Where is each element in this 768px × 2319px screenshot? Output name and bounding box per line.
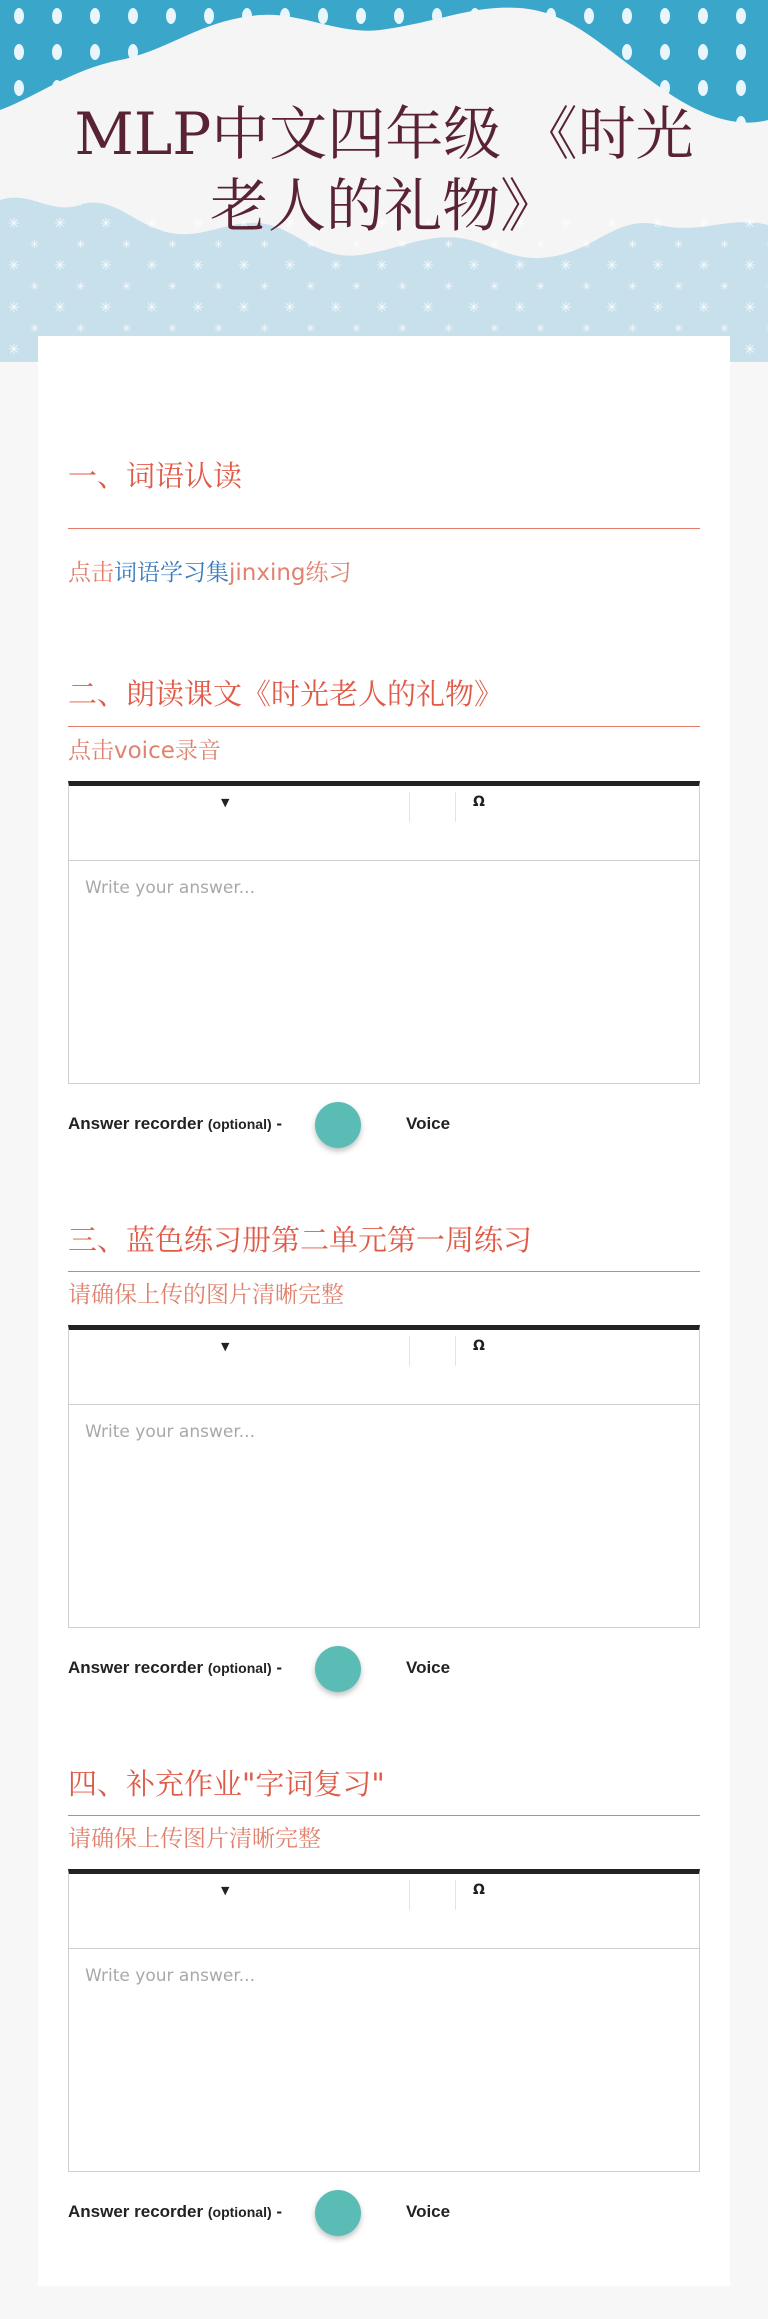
section-2-divider bbox=[68, 726, 700, 727]
vocabulary-study-link[interactable]: 词语学习集 bbox=[114, 560, 229, 586]
toolbar-divider bbox=[409, 1880, 410, 1910]
recorder-label bbox=[68, 1658, 282, 1678]
caret-down-icon: ▼ bbox=[221, 1884, 230, 1897]
recorder-label-text: Answer recorder bbox=[68, 1658, 204, 1677]
special-character-button[interactable]: Ω bbox=[473, 1882, 485, 1898]
recorder-label bbox=[68, 1114, 282, 1134]
section-3-divider bbox=[68, 1271, 700, 1272]
section-2-answer-editor bbox=[68, 781, 700, 1084]
voice-record-button[interactable] bbox=[315, 1646, 361, 1692]
section-3-title: 三、蓝色练习册第二单元第一周练习 bbox=[68, 1223, 533, 1257]
section-3-answer-editor bbox=[68, 1325, 700, 1628]
toolbar-divider bbox=[409, 792, 410, 822]
answer-recorder bbox=[68, 1646, 700, 1692]
voice-label: Voice bbox=[406, 2202, 451, 2221]
form-card bbox=[38, 336, 730, 2286]
answer-textarea[interactable] bbox=[69, 1406, 699, 1627]
recorder-optional: (optional) bbox=[207, 1116, 272, 1132]
recorder-label bbox=[68, 2202, 282, 2222]
section-4-instruction: 请确保上传图片清晰完整 bbox=[68, 1826, 321, 1852]
voice-record-button[interactable] bbox=[315, 1102, 361, 1148]
section-4-title: 四、补充作业"字词复习" bbox=[68, 1767, 385, 1801]
caret-down-icon: ▼ bbox=[221, 796, 230, 809]
answer-textarea[interactable] bbox=[69, 862, 699, 1083]
format-dropdown[interactable] bbox=[69, 1874, 409, 1910]
page-title: MLP中文四年级 《时光老人的礼物》 bbox=[74, 100, 694, 240]
section-1-divider bbox=[68, 528, 700, 529]
recorder-label-text: Answer recorder bbox=[68, 2202, 204, 2221]
toolbar-divider bbox=[455, 1336, 456, 1366]
section-1-title: 一、词语认读 bbox=[68, 459, 243, 493]
special-character-button[interactable]: Ω bbox=[473, 794, 485, 810]
recorder-optional: (optional) bbox=[207, 1660, 272, 1676]
header-banner bbox=[0, 0, 768, 362]
toolbar-divider bbox=[409, 1336, 410, 1366]
recorder-dash: - bbox=[276, 1658, 283, 1677]
toolbar-divider bbox=[455, 792, 456, 822]
editor-toolbar bbox=[69, 786, 699, 861]
toolbar-divider bbox=[455, 1880, 456, 1910]
section-2-title: 二、朗读课文《时光老人的礼物》 bbox=[68, 677, 504, 711]
instruction-suffix: jinxing练习 bbox=[229, 560, 352, 586]
recorder-dash: - bbox=[276, 2202, 283, 2221]
voice-label: Voice bbox=[406, 1114, 451, 1133]
instruction-prefix: 点击 bbox=[68, 560, 114, 586]
answer-textarea[interactable] bbox=[69, 1950, 699, 2171]
section-4-answer-editor bbox=[68, 1869, 700, 2172]
recorder-dash: - bbox=[276, 1114, 283, 1133]
answer-recorder bbox=[68, 2190, 700, 2236]
section-2-instruction: 点击voice录音 bbox=[68, 738, 221, 764]
editor-toolbar bbox=[69, 1330, 699, 1405]
editor-toolbar bbox=[69, 1874, 699, 1949]
section-1-instruction bbox=[68, 558, 700, 588]
recorder-label-text: Answer recorder bbox=[68, 1114, 204, 1133]
answer-recorder bbox=[68, 1102, 700, 1148]
format-dropdown[interactable] bbox=[69, 1330, 409, 1366]
recorder-optional: (optional) bbox=[207, 2204, 272, 2220]
format-dropdown[interactable] bbox=[69, 786, 409, 822]
special-character-button[interactable]: Ω bbox=[473, 1338, 485, 1354]
voice-label: Voice bbox=[406, 1658, 451, 1677]
caret-down-icon: ▼ bbox=[221, 1340, 230, 1353]
section-3-instruction: 请确保上传的图片清晰完整 bbox=[68, 1282, 344, 1308]
voice-record-button[interactable] bbox=[315, 2190, 361, 2236]
section-4-divider bbox=[68, 1815, 700, 1816]
